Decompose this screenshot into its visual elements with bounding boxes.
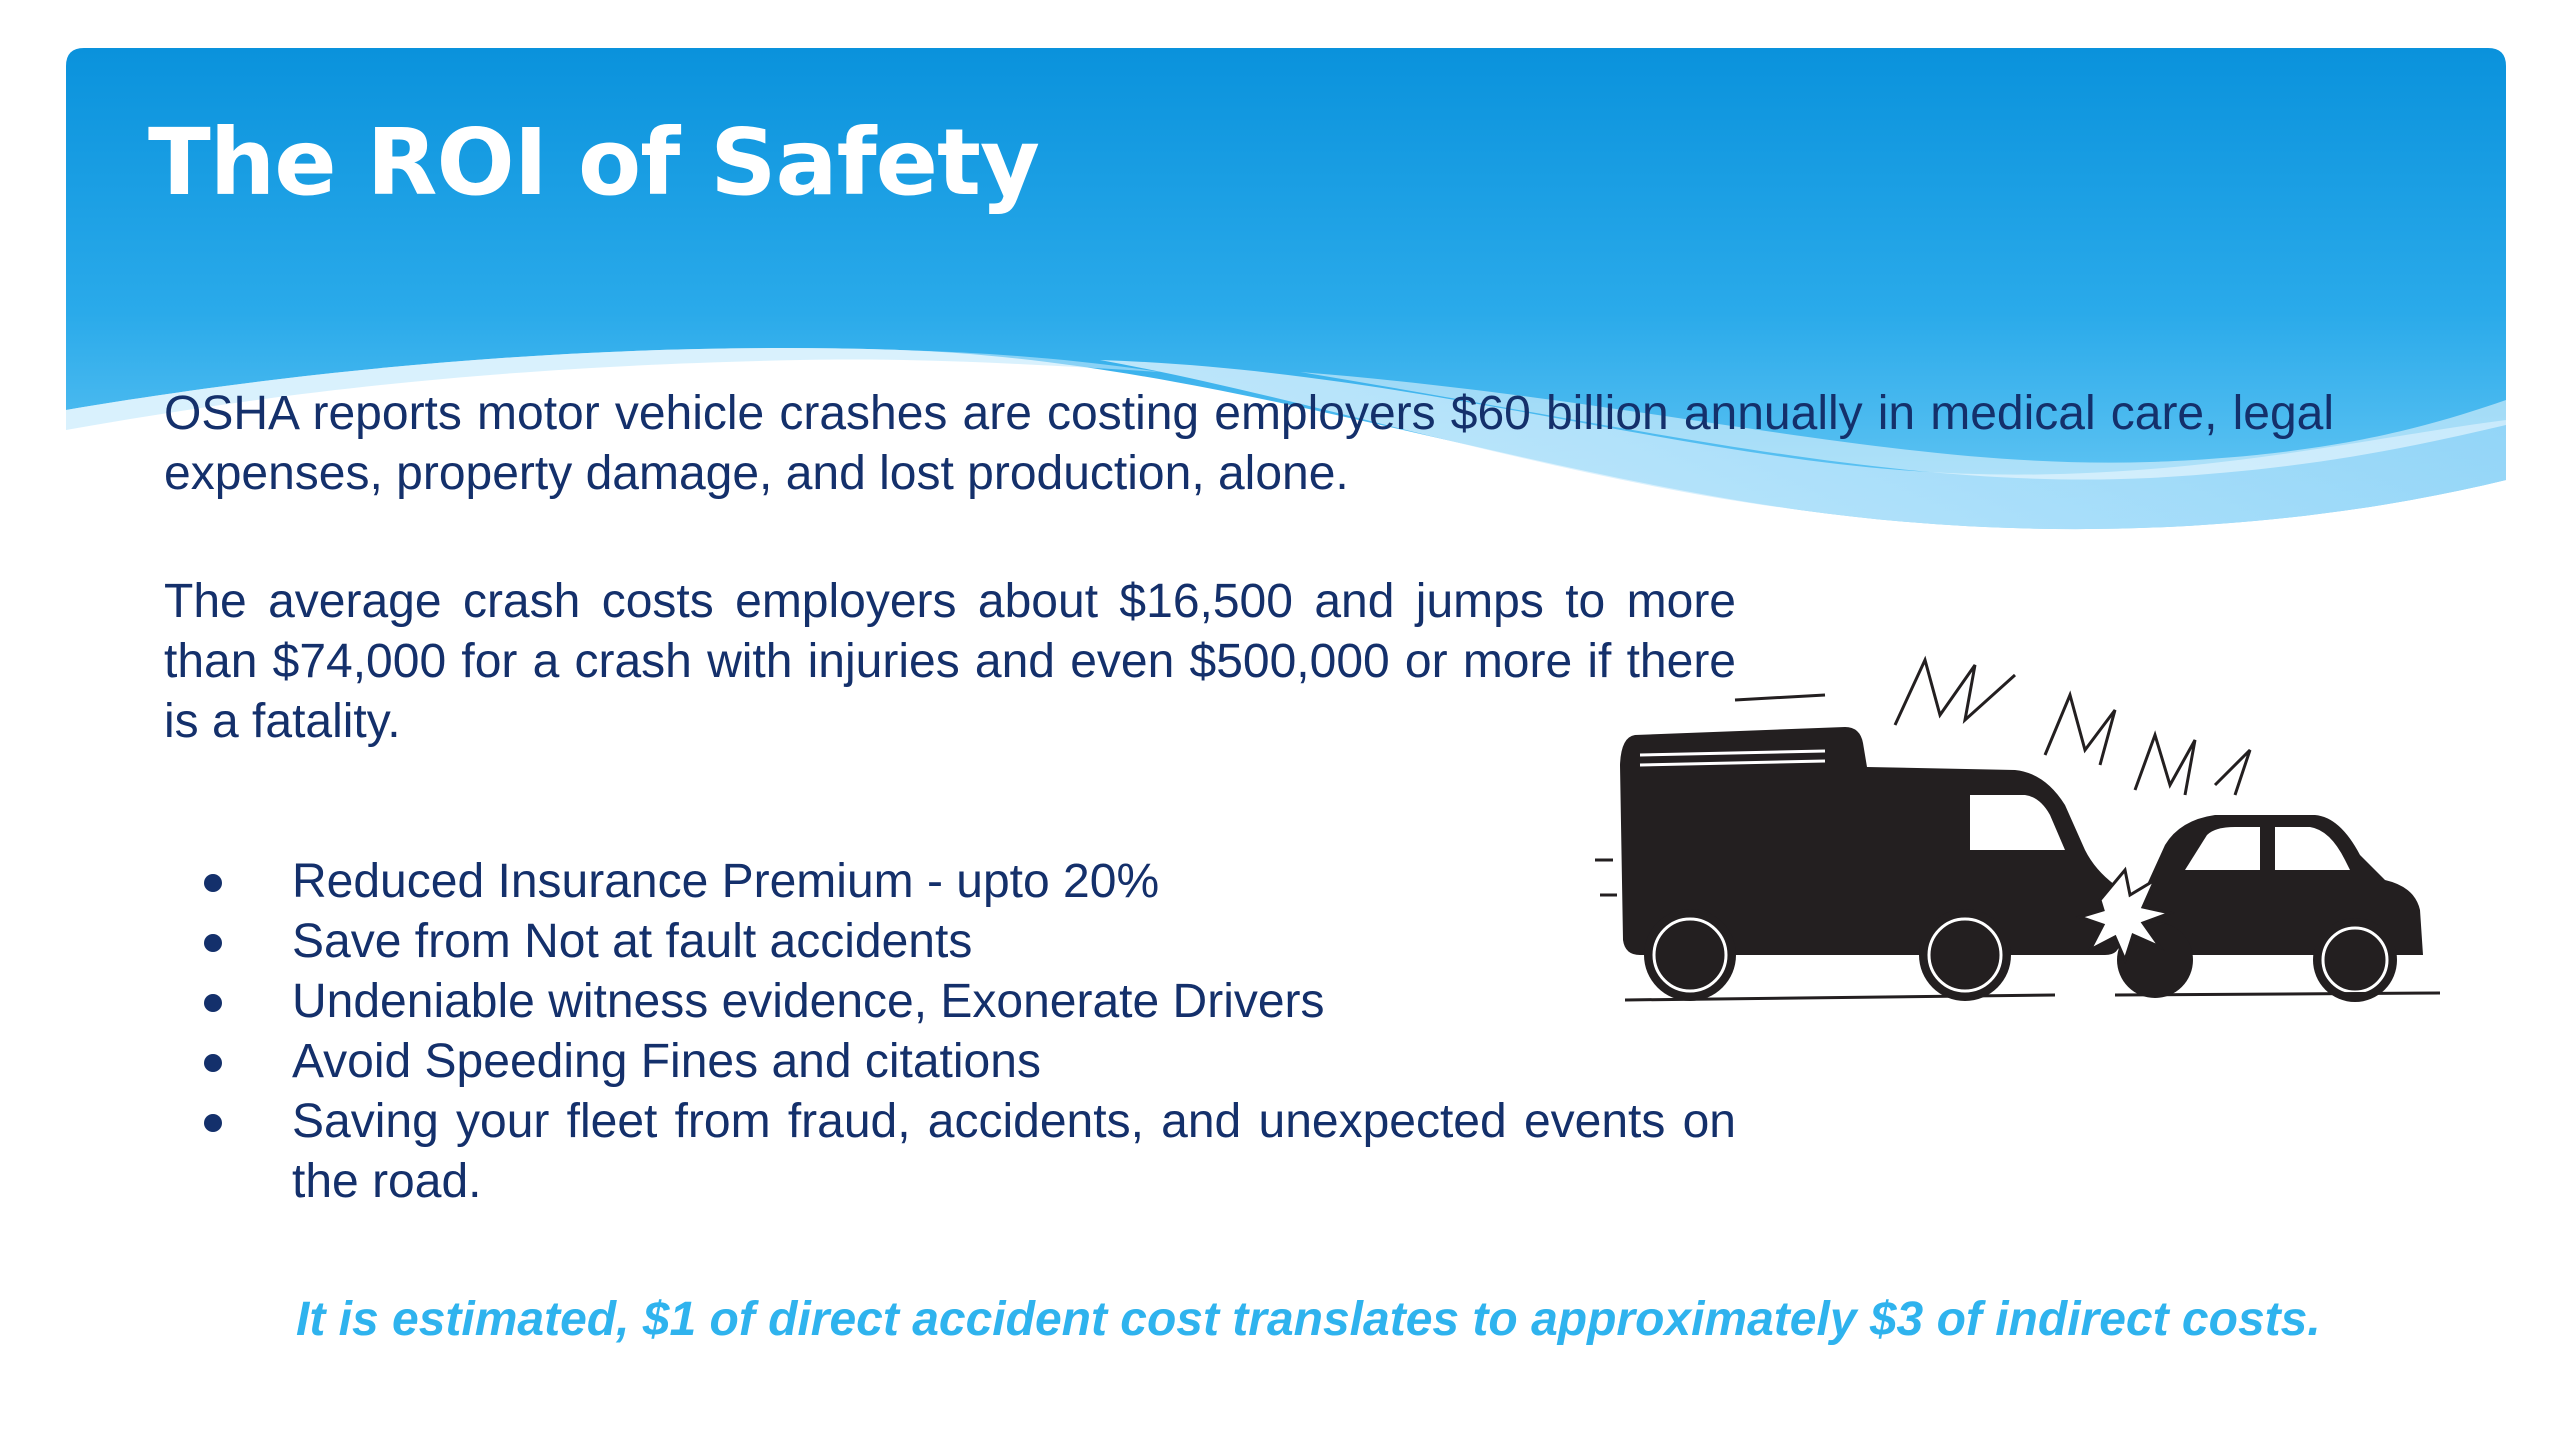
list-item-text: Saving your fleet from fraud, accidents, and unexpected events on the road. <box>292 1095 1736 1208</box>
bullet-icon <box>204 1054 222 1072</box>
indirect-cost-note: It is estimated, $1 of direct accident cost translates to approximately $3 of indirect costs. <box>296 1293 2321 1346</box>
list-item <box>164 852 1736 912</box>
list-item <box>164 972 1736 1032</box>
list-item-text: Reduced Insurance Premium - upto 20% <box>292 855 1160 908</box>
list-item <box>164 912 1736 972</box>
bullet-icon <box>204 934 222 952</box>
osha-paragraph: OSHA reports motor vehicle crashes are costing employers $60 billion annually in medical care, legal expenses, property damage, and lost production, alone. <box>164 387 2334 500</box>
list-item-text: Save from Not at fault accidents <box>292 915 973 968</box>
slide-title: The ROI of Safety <box>148 109 1039 216</box>
vehicle-crash-icon <box>1595 655 2445 1025</box>
crash-cost-paragraph: The average crash costs employers about $16,500 and jumps to more than $74,000 for a crash with injuries and even $500,000 or more if there is a fatality. <box>164 575 1736 748</box>
list-item-text: Undeniable witness evidence, Exonerate Drivers <box>292 975 1325 1028</box>
bullet-icon <box>204 994 222 1012</box>
bullet-icon <box>204 874 222 892</box>
list-item <box>164 1032 1736 1092</box>
benefits-list <box>164 852 1736 1212</box>
bullet-icon <box>204 1114 222 1132</box>
list-item <box>164 1092 1736 1212</box>
list-item-text: Avoid Speeding Fines and citations <box>292 1035 1041 1088</box>
